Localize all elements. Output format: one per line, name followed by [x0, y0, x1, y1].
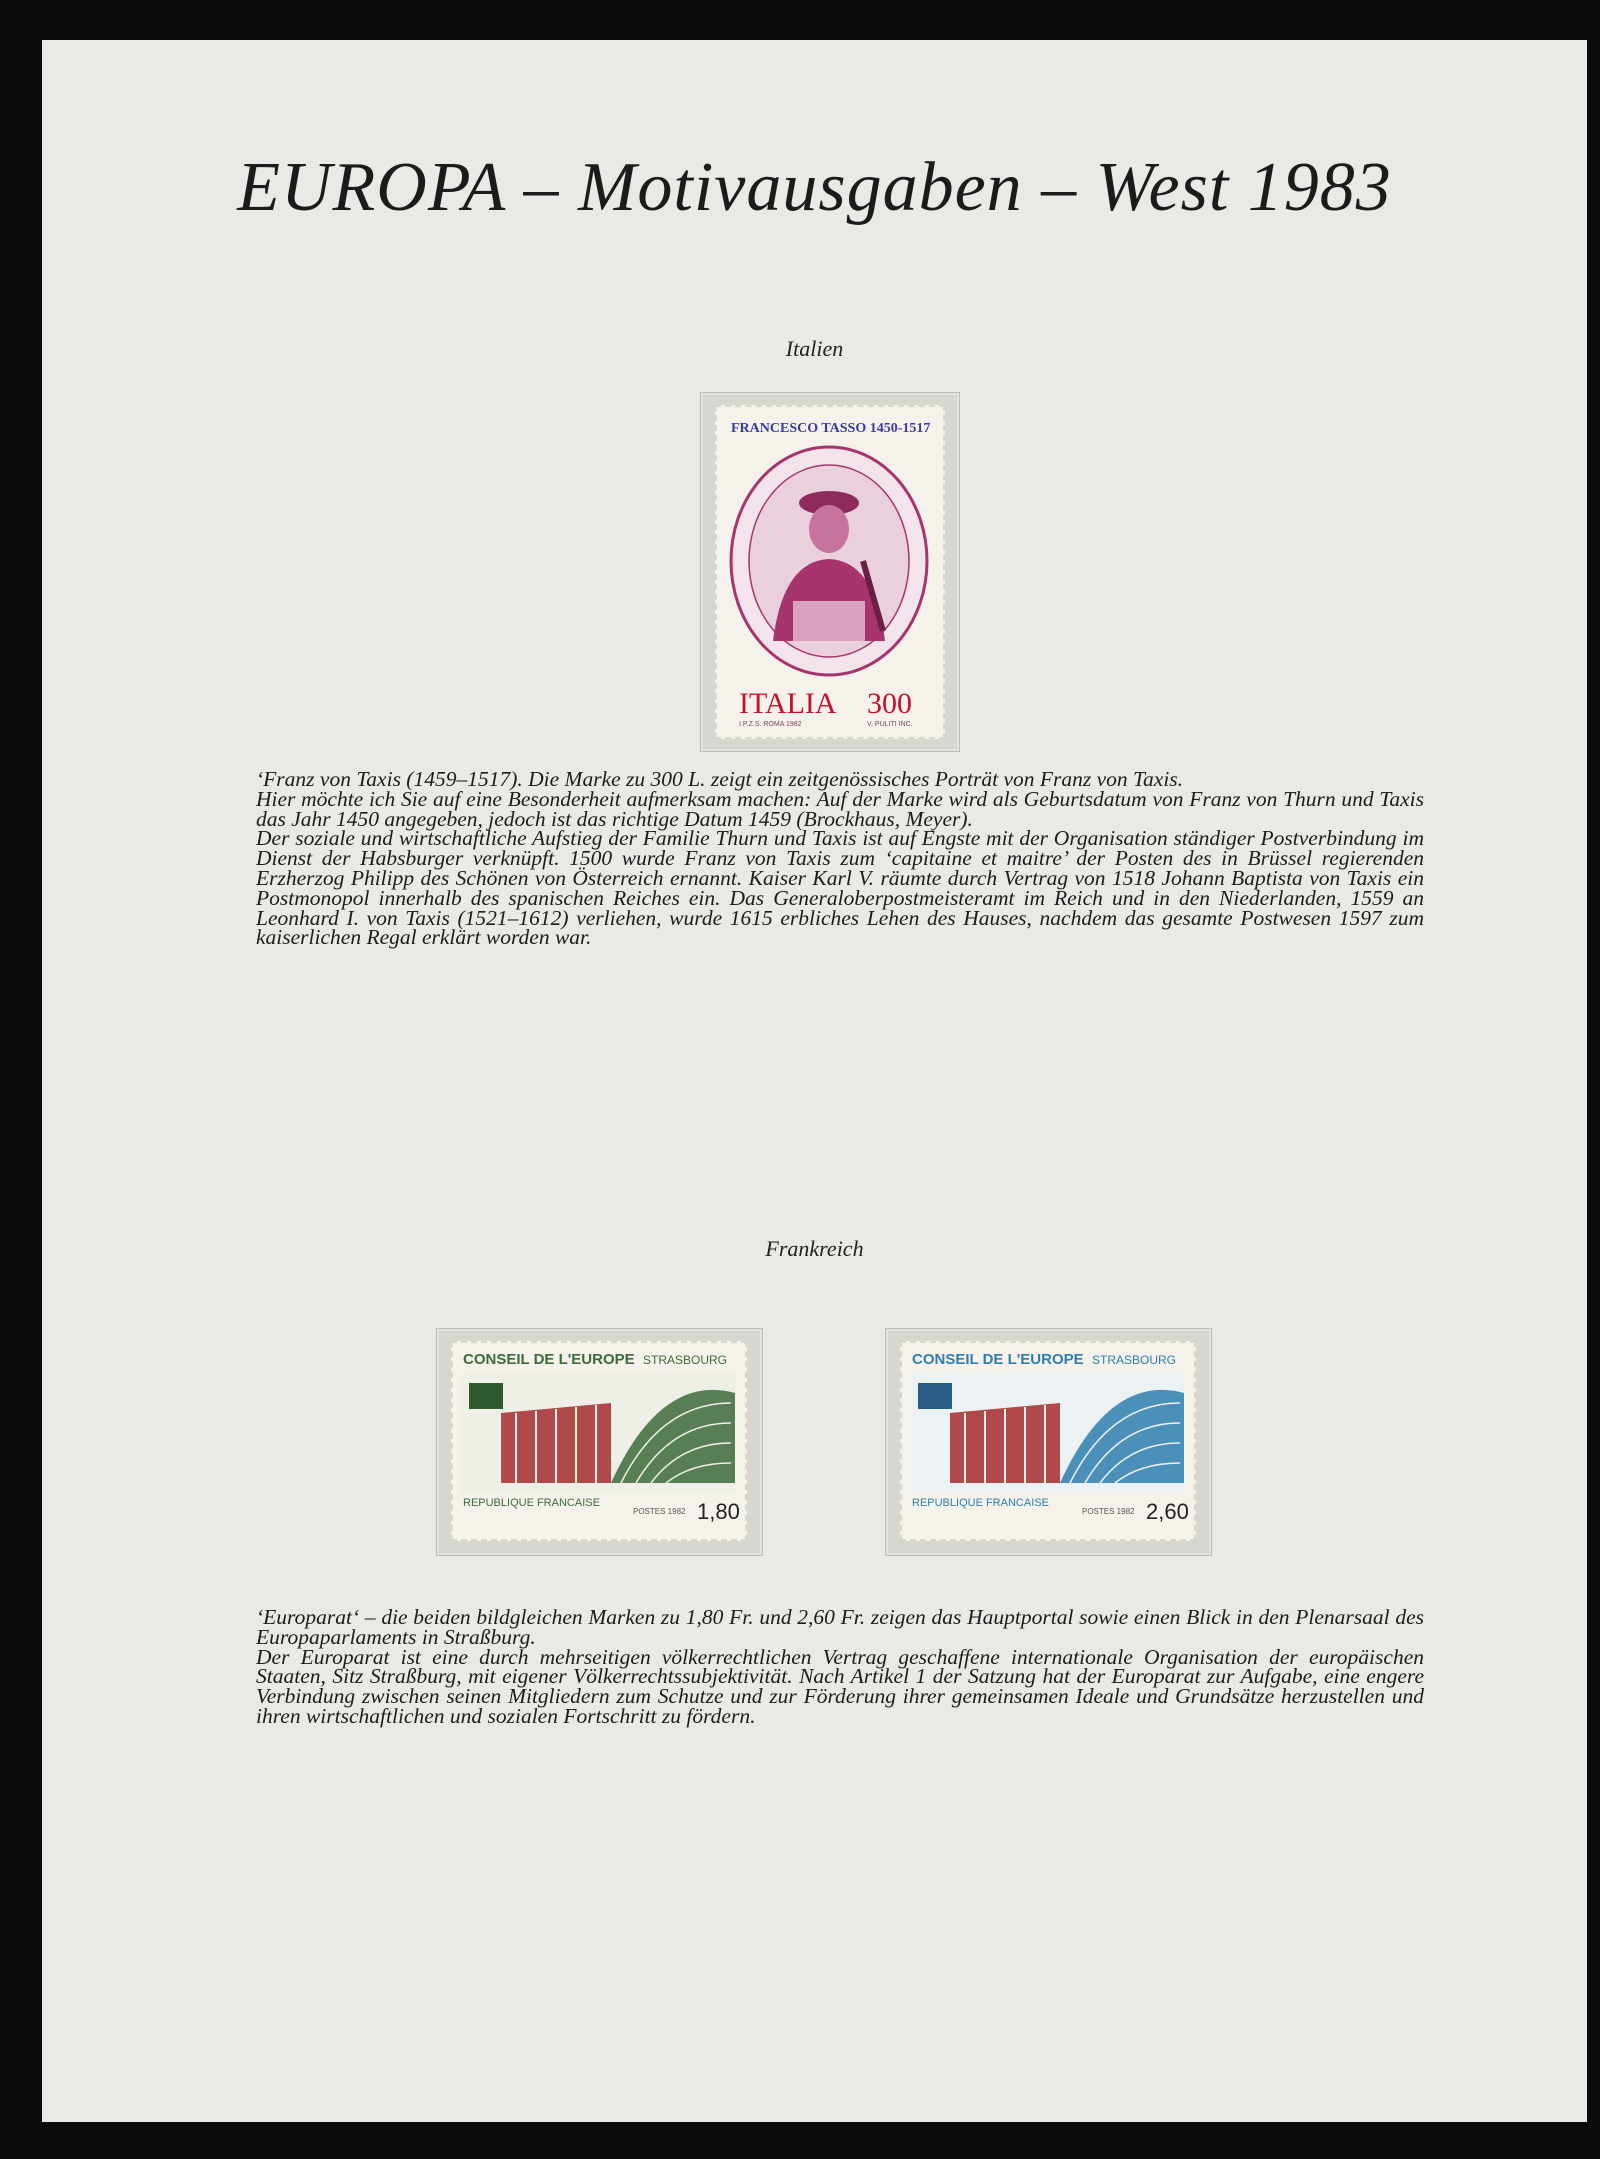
stamp-value: 300	[867, 687, 912, 720]
france-description	[256, 1605, 1424, 1728]
stamp-1-city: STRASBOURG	[643, 1353, 728, 1367]
stamp-mount-italy	[700, 392, 960, 752]
stamp-1-value: 1,80	[697, 1499, 740, 1524]
stamp-2-header: CONSEIL DE L'EUROPE	[912, 1351, 1084, 1368]
stamp-2-city: STRASBOURG	[1092, 1353, 1177, 1367]
stamp-imprint-right: V. PULITI INC.	[867, 721, 913, 728]
stamp-france-260	[900, 1341, 1196, 1541]
stamp-1-postes: POSTES 1982	[633, 1507, 686, 1516]
album-page	[42, 40, 1587, 2122]
stamp-2-value: 2,60	[1146, 1499, 1189, 1524]
stamp-2-postes: POSTES 1982	[1082, 1507, 1135, 1516]
france-paragraph-2: Der Europarat ist eine durch mehrseitigen völkerrechtlichen Vertrag geschaffene internationale Organisation der europäischen Staaten, Sitz Straßburg, mit eigener Völkerrechtssubjektivität. Nach Artikel 1 der Satzung hat der Europarat zur Aufgabe, eine engere Verbindung zwischen seinen Mitgliedern zum Schutze und zur Förderung ihrer gemeinsamen Ideale und Grundsätze herzustellen und ihren wirtschaftlichen und sozialen Fortschritt zu fördern.	[256, 1644, 1424, 1728]
stamp-country: ITALIA	[739, 687, 837, 720]
country-label-france: Frankreich	[765, 1236, 864, 1261]
country-label-italy: Italien	[785, 336, 844, 361]
council-building-illustration-2	[910, 1373, 1184, 1493]
stamp-italy-300	[715, 405, 945, 739]
france-paragraph-1: ‘Europarat‘ – die beiden bildgleichen Marken zu 1,80 Fr. und 2,60 Fr. zeigen das Hauptportal sowie einen Blick in den Plenarsaal des Europaparlaments in Straßburg.	[256, 1605, 1424, 1649]
italy-description	[256, 767, 1424, 950]
stamp-1-country: REPUBLIQUE FRANCAISE	[463, 1497, 600, 1509]
portrait-engraving	[723, 441, 935, 681]
stamp-header: FRANCESCO TASSO 1450-1517	[731, 421, 931, 436]
italy-paragraph-2: Hier möchte ich Sie auf eine Besonderheit aufmerksam machen: Auf der Marke wird als Geburtsdatum von Franz von Thurn und Taxis das Jahr 1450 angegeben, jedoch ist das richtige Datum 1459 (Brockhaus, Meyer).	[256, 786, 1424, 831]
stamp-1-header: CONSEIL DE L'EUROPE	[463, 1351, 635, 1368]
stamp-2-country: REPUBLIQUE FRANCAISE	[912, 1497, 1049, 1509]
stamp-france-180	[451, 1341, 747, 1541]
stamp-mount-france-1	[436, 1328, 763, 1556]
page-title: EUROPA – Motivausgaben – West 1983	[237, 149, 1392, 226]
stamp-imprint-left: I.P.Z.S. ROMA 1982	[739, 721, 802, 728]
italy-paragraph-1: ‘Franz von Taxis (1459–1517). Die Marke zu 300 L. zeigt ein zeitgenössisches Porträt von Franz von Taxis.	[256, 767, 1184, 791]
council-building-illustration-1	[461, 1373, 735, 1493]
italy-paragraph-3: Der soziale und wirtschaftliche Aufstieg der Familie Thurn und Taxis ist auf Engste mit der Organisation ständiger Postverbindung im Dienst der Habsburger verknüpft. 1500 wurde Franz von Taxis zum ‘capitaine et maitre’ der Posten des in Brüssel regierenden Erzherzog Philipp des Schönen von Österreich ernannt. Kaiser Karl V. räumte durch Vertrag von 1518 Johann Baptista von Taxis ein Postmonopol innerhalb des spanischen Reiches ein. Das Generaloberpostmeisteramt im Reich und in den Niederlanden, 1559 an Leonhard I. von Taxis (1521–1612) verliehen, wurde 1615 erbliches Lehen des Hauses, nachdem das gesamte Postwesen 1597 zum kaiserlichen Regal erklärt worden war.	[256, 826, 1424, 950]
stamp-mount-france-2	[885, 1328, 1212, 1556]
